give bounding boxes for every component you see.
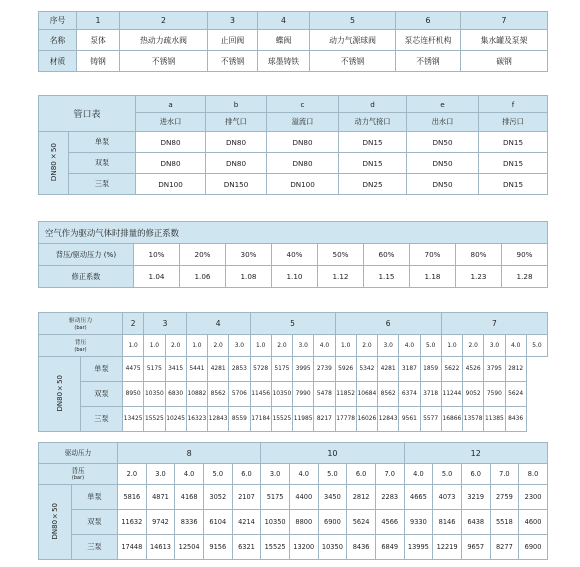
capacity-value: 8800 [289,510,318,535]
factor-value: 1.10 [272,266,318,288]
back-pressure-value: 3.0 [261,464,290,485]
capacity-value: 10350 [261,510,290,535]
name-cell: 泵体 [77,30,120,51]
capacity-value: 16323 [186,407,207,432]
port-value: DN150 [206,174,267,195]
capacity-value: 10684 [356,382,377,407]
back-pressure-value: 4.0 [289,464,318,485]
row-header: 名称 [39,30,77,51]
pressure-value: 40% [272,244,318,266]
capacity-value: 4168 [175,485,204,510]
capacity-value: 2283 [375,485,404,510]
port-value: DN50 [407,132,479,153]
number-cell: 4 [258,12,310,30]
number-cell: 2 [120,12,208,30]
drive-pressure-value: 5 [250,313,335,335]
capacity-value: 11852 [335,382,356,407]
pressure-value: 30% [226,244,272,266]
capacity-value: 4871 [146,485,175,510]
back-pressure-value: 3.0 [484,335,505,357]
drive-pressure-row [39,443,548,464]
capacity-value: 5478 [314,382,335,407]
drive-pressure-text: 驱动压力 [68,317,93,324]
capacity-value: 12219 [433,535,462,560]
port-letter: c [267,96,339,113]
drive-pressure-value: 7 [441,313,547,335]
factor-row [39,266,548,288]
capacity-value: 4526 [463,357,484,382]
capacity-value: 8277 [490,535,519,560]
side-cell [39,485,72,560]
back-pressure-text: 背压 [71,467,85,475]
back-pressure-label [39,335,123,357]
correction-table [38,221,548,288]
capacity-value: 10350 [271,382,292,407]
capacity-value: 16026 [356,407,377,432]
capacity-value: 4665 [404,485,433,510]
capacity-value: 4281 [208,357,229,382]
capacity-value: 3415 [165,357,186,382]
back-pressure-value: 4.0 [314,335,335,357]
capacity-value: 5816 [118,485,147,510]
capacity-value: 9052 [463,382,484,407]
capacity-value: 5728 [250,357,271,382]
capacity-table-low [38,312,548,432]
number-row [39,12,548,30]
row-header: 序号 [39,12,77,30]
capacity-value: 16866 [441,407,462,432]
back-pressure-value: 5.0 [420,335,441,357]
port-value: DN15 [479,174,548,195]
capacity-value: 6900 [318,510,347,535]
port-letter: b [206,96,267,113]
port-name: 进水口 [136,113,206,132]
capacity-value: 9742 [146,510,175,535]
capacity-value: 11632 [118,510,147,535]
capacity-value: 15525 [144,407,165,432]
material-cell: 不锈钢 [310,51,396,72]
capacity-value: 5706 [229,382,250,407]
capacity-value: 5518 [490,510,519,535]
name-cell: 集水罐及泵架 [461,30,548,51]
port-table [38,95,548,195]
pressure-label: 背压/驱动压力 (%) [39,244,134,266]
capacity-value: 9657 [461,535,490,560]
capacity-value: 6849 [375,535,404,560]
back-pressure-value: 3.0 [293,335,314,357]
number-cell: 1 [77,12,120,30]
port-value: DN50 [407,153,479,174]
port-value: DN80 [136,132,206,153]
capacity-value: 11456 [250,382,271,407]
back-pressure-label [39,464,118,485]
port-value: DN80 [136,153,206,174]
pressure-value: 90% [502,244,548,266]
pressure-value: 60% [364,244,410,266]
pump-label: 三泵 [81,407,123,432]
port-name: 排污口 [479,113,548,132]
pressure-value: 20% [180,244,226,266]
number-cell: 6 [396,12,461,30]
pump-label: 双泵 [81,382,123,407]
factor-value: 1.12 [318,266,364,288]
capacity-value: 4281 [378,357,399,382]
back-pressure-row [39,464,548,485]
material-row [39,51,548,72]
back-pressure-value: 4.0 [505,335,526,357]
capacity-value: 9156 [203,535,232,560]
pressure-value: 50% [318,244,364,266]
back-pressure-value: 1.0 [335,335,356,357]
pressure-row [39,244,548,266]
number-cell: 3 [208,12,258,30]
port-value: DN80 [267,153,339,174]
capacity-row [39,357,548,382]
capacity-value: 8336 [175,510,204,535]
back-pressure-value: 2.0 [463,335,484,357]
capacity-value: 6438 [461,510,490,535]
pump-label: 单泵 [81,357,123,382]
name-cell: 泵芯连杆机构 [396,30,461,51]
capacity-value: 5342 [356,357,377,382]
drive-pressure-value: 10 [261,443,404,464]
capacity-value: 2300 [519,485,548,510]
capacity-value: 3187 [399,357,420,382]
back-pressure-value: 3.0 [146,464,175,485]
pressure-value: 80% [456,244,502,266]
capacity-value: 6830 [165,382,186,407]
capacity-value: 8562 [208,382,229,407]
factor-value: 1.04 [134,266,180,288]
pressure-value: 70% [410,244,456,266]
back-pressure-value: 5.0 [433,464,462,485]
capacity-value: 7590 [484,382,505,407]
port-value: DN15 [339,153,407,174]
capacity-value: 2812 [505,357,526,382]
back-pressure-value: 2.0 [271,335,292,357]
capacity-value: 8436 [347,535,376,560]
material-cell: 铸钢 [77,51,120,72]
name-cell: 止回阀 [208,30,258,51]
capacity-value: 4566 [375,510,404,535]
capacity-value: 12504 [175,535,204,560]
capacity-row [39,535,548,560]
drive-pressure-value: 2 [123,313,144,335]
factor-value: 1.28 [502,266,548,288]
port-value: DN50 [407,174,479,195]
capacity-row [39,382,548,407]
factor-value: 1.15 [364,266,410,288]
drive-pressure-value: 3 [144,313,187,335]
back-pressure-value: 5.0 [318,464,347,485]
capacity-value: 5175 [271,357,292,382]
drive-pressure-text: 驱动压力 [64,449,92,457]
pump-label: 三泵 [69,174,136,195]
number-cell: 7 [461,12,548,30]
drive-pressure-value: 4 [186,313,250,335]
drive-pressure-value: 8 [118,443,261,464]
capacity-value: 10350 [144,382,165,407]
material-cell: 球墨铸铁 [258,51,310,72]
capacity-table-high [38,442,548,560]
row-header: 材质 [39,51,77,72]
capacity-value: 9561 [399,407,420,432]
material-table [38,11,548,72]
capacity-row [39,407,548,432]
back-pressure-value: 5.0 [203,464,232,485]
capacity-value: 17184 [250,407,271,432]
capacity-value: 10882 [186,382,207,407]
port-value: DN100 [267,174,339,195]
material-cell: 不锈钢 [396,51,461,72]
capacity-value: 3795 [484,357,505,382]
back-pressure-value: 7.0 [490,464,519,485]
capacity-value: 12843 [208,407,229,432]
capacity-value: 4400 [289,485,318,510]
capacity-value: 5441 [186,357,207,382]
name-cell: 动力气源球阀 [310,30,396,51]
capacity-value: 13578 [463,407,484,432]
unit-label: (bar) [74,324,87,331]
port-letter: e [407,96,479,113]
capacity-value: 2812 [347,485,376,510]
back-pressure-value: 4.0 [404,464,433,485]
capacity-value: 8559 [229,407,250,432]
port-row [39,153,548,174]
back-pressure-text: 背压 [74,339,87,346]
port-letter-row [39,96,548,113]
capacity-value: 9330 [404,510,433,535]
capacity-value: 4475 [123,357,144,382]
pump-label: 双泵 [72,510,118,535]
capacity-value: 13995 [404,535,433,560]
port-value: DN25 [339,174,407,195]
back-pressure-value: 4.0 [399,335,420,357]
capacity-value: 6104 [203,510,232,535]
back-pressure-row [39,335,548,357]
capacity-value: 15525 [271,407,292,432]
capacity-row [39,485,548,510]
port-value: DN15 [339,132,407,153]
capacity-value: 3219 [461,485,490,510]
port-row [39,132,548,153]
drive-pressure-value: 12 [404,443,547,464]
capacity-value: 13200 [289,535,318,560]
capacity-value: 2759 [490,485,519,510]
material-cell: 碳钢 [461,51,548,72]
capacity-value: 12843 [378,407,399,432]
side-cell [39,357,81,432]
capacity-value: 8146 [433,510,462,535]
factor-value: 1.06 [180,266,226,288]
capacity-value: 4214 [232,510,261,535]
capacity-value: 3995 [293,357,314,382]
name-row [39,30,548,51]
capacity-value: 10245 [165,407,186,432]
back-pressure-value: 5.0 [526,335,547,357]
pump-label: 单泵 [69,132,136,153]
capacity-value: 8436 [505,407,526,432]
port-value: DN80 [267,132,339,153]
capacity-value: 5577 [420,407,441,432]
capacity-row [39,510,548,535]
back-pressure-value: 2.0 [356,335,377,357]
back-pressure-value: 1.0 [123,335,144,357]
pump-label: 单泵 [72,485,118,510]
correction-title-row [39,222,548,244]
factor-value: 1.18 [410,266,456,288]
port-value: DN100 [136,174,206,195]
capacity-value: 5622 [441,357,462,382]
port-name: 动力气接口 [339,113,407,132]
port-name: 出水口 [407,113,479,132]
capacity-value: 8217 [314,407,335,432]
capacity-value: 5175 [144,357,165,382]
capacity-value: 13425 [123,407,144,432]
capacity-value: 2739 [314,357,335,382]
back-pressure-value: 6.0 [232,464,261,485]
back-pressure-value: 2.0 [165,335,186,357]
capacity-value: 3718 [420,382,441,407]
port-letter: f [479,96,548,113]
back-pressure-value: 1.0 [186,335,207,357]
drive-pressure-label [39,313,123,335]
back-pressure-value: 3.0 [378,335,399,357]
side-label: DN80×50 [49,142,58,182]
port-name: 排气口 [206,113,267,132]
pump-label: 三泵 [72,535,118,560]
capacity-value: 7990 [293,382,314,407]
port-table-title: 管口表 [39,96,136,132]
capacity-value: 4600 [519,510,548,535]
capacity-value: 3052 [203,485,232,510]
side-label: DN80×50 [51,502,59,540]
capacity-value: 6321 [232,535,261,560]
material-cell: 不锈钢 [120,51,208,72]
back-pressure-value: 4.0 [175,464,204,485]
capacity-value: 3450 [318,485,347,510]
capacity-value: 11385 [484,407,505,432]
capacity-value: 11244 [441,382,462,407]
drive-pressure-value: 6 [335,313,441,335]
capacity-value: 8950 [123,382,144,407]
pressure-value: 10% [134,244,180,266]
capacity-value: 2107 [232,485,261,510]
capacity-value: 5624 [347,510,376,535]
back-pressure-value: 2.0 [208,335,229,357]
side-label: DN80×50 [55,374,64,412]
back-pressure-value: 6.0 [347,464,376,485]
unit-label: (bar) [71,475,85,481]
capacity-value: 2853 [229,357,250,382]
drive-pressure-label [39,443,118,464]
back-pressure-value: 6.0 [461,464,490,485]
back-pressure-value: 3.0 [229,335,250,357]
number-cell: 5 [310,12,396,30]
capacity-value: 17448 [118,535,147,560]
port-value: DN15 [479,132,548,153]
capacity-value: 17778 [335,407,356,432]
factor-label: 修正系数 [39,266,134,288]
capacity-value: 15525 [261,535,290,560]
factor-value: 1.23 [456,266,502,288]
back-pressure-value: 2.0 [118,464,147,485]
port-row [39,174,548,195]
port-value: DN80 [206,153,267,174]
capacity-value: 4073 [433,485,462,510]
capacity-value: 10350 [318,535,347,560]
capacity-value: 14613 [146,535,175,560]
port-value: DN15 [479,153,548,174]
unit-label: (bar) [74,346,87,353]
drive-pressure-row [39,313,548,335]
capacity-value: 5175 [261,485,290,510]
back-pressure-value: 1.0 [250,335,271,357]
capacity-value: 6374 [399,382,420,407]
pump-label: 双泵 [69,153,136,174]
capacity-value: 11985 [293,407,314,432]
back-pressure-value: 8.0 [519,464,548,485]
back-pressure-value: 1.0 [441,335,462,357]
correction-table-title: 空气作为驱动气体时排量的修正系数 [39,222,548,244]
name-cell: 热动力疏水阀 [120,30,208,51]
factor-value: 1.08 [226,266,272,288]
material-cell: 不锈钢 [208,51,258,72]
port-name: 溢流口 [267,113,339,132]
capacity-value: 6900 [519,535,548,560]
port-letter: a [136,96,206,113]
back-pressure-value: 1.0 [144,335,165,357]
port-letter: d [339,96,407,113]
capacity-value: 8562 [378,382,399,407]
back-pressure-value: 7.0 [375,464,404,485]
port-value: DN80 [206,132,267,153]
capacity-value: 1859 [420,357,441,382]
capacity-value: 5624 [505,382,526,407]
capacity-value: 5926 [335,357,356,382]
name-cell: 蝶阀 [258,30,310,51]
